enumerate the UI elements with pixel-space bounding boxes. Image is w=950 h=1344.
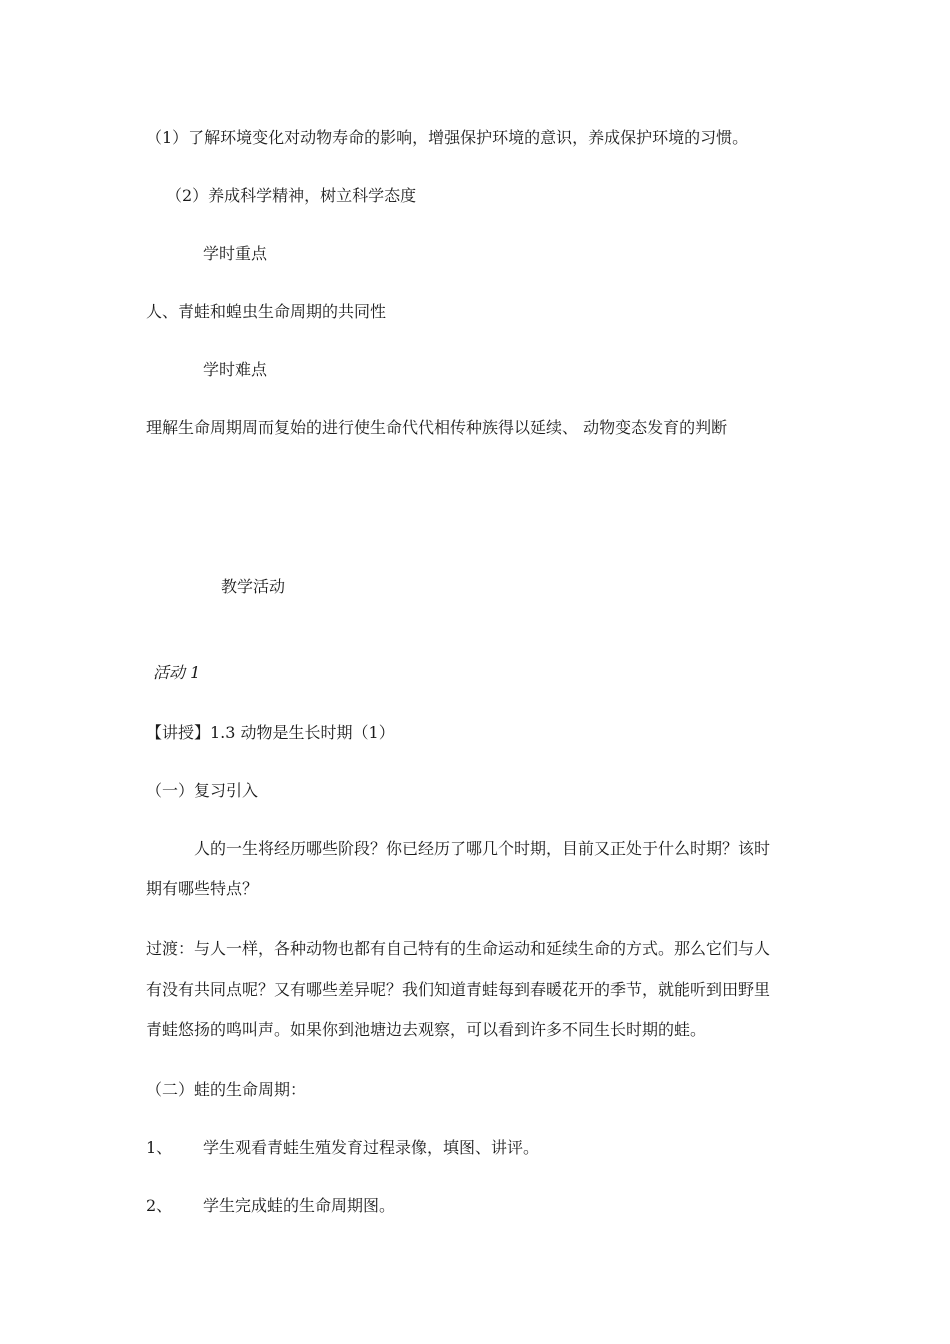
- review-question-line-1: 人的一生将经历哪些阶段？你已经历了哪几个时期，目前又正处于什么时期？该时: [194, 839, 771, 858]
- list-item-text: 学生完成蛙的生命周期图。: [203, 1196, 396, 1215]
- activity-label: 活动 1: [153, 663, 201, 682]
- review-question-line-2: 期有哪些特点？: [146, 879, 259, 898]
- objective-item-1: （1）了解环境变化对动物寿命的影响，增强保护环境的意识，养成保护环境的习惯。: [146, 128, 749, 147]
- review-heading: （一）复习引入: [146, 781, 259, 800]
- activities-heading: 教学活动: [221, 577, 286, 596]
- list-item-number: 2、: [146, 1196, 173, 1215]
- lecture-title: 【讲授】1.3 动物是生长时期（1）: [146, 723, 395, 742]
- transition-line-3: 青蛙悠扬的鸣叫声。如果你到池塘边去观察，可以看到许多不同生长时期的蛙。: [146, 1020, 707, 1039]
- objective-item-2: （2）养成科学精神，树立科学态度: [166, 186, 417, 205]
- list-item-text: 学生观看青蛙生殖发育过程录像，填图、讲评。: [203, 1138, 540, 1157]
- key-points-text: 人、青蛙和蝗虫生命周期的共同性: [146, 302, 387, 321]
- difficult-points-heading: 学时难点: [203, 360, 268, 379]
- transition-line-1: 过渡：与人一样，各种动物也都有自己特有的生命运动和延续生命的方式。那么它们与人: [146, 939, 771, 958]
- frog-cycle-heading: （二）蛙的生命周期：: [146, 1080, 307, 1099]
- transition-line-2: 有没有共同点呢？又有哪些差异呢？我们知道青蛙每到春暖花开的季节，就能听到田野里: [146, 980, 771, 999]
- key-points-heading: 学时重点: [203, 244, 268, 263]
- list-item-number: 1、: [146, 1138, 173, 1157]
- difficult-points-text: 理解生命周期周而复始的进行使生命代代相传种族得以延续、 动物变态发育的判断: [146, 418, 728, 437]
